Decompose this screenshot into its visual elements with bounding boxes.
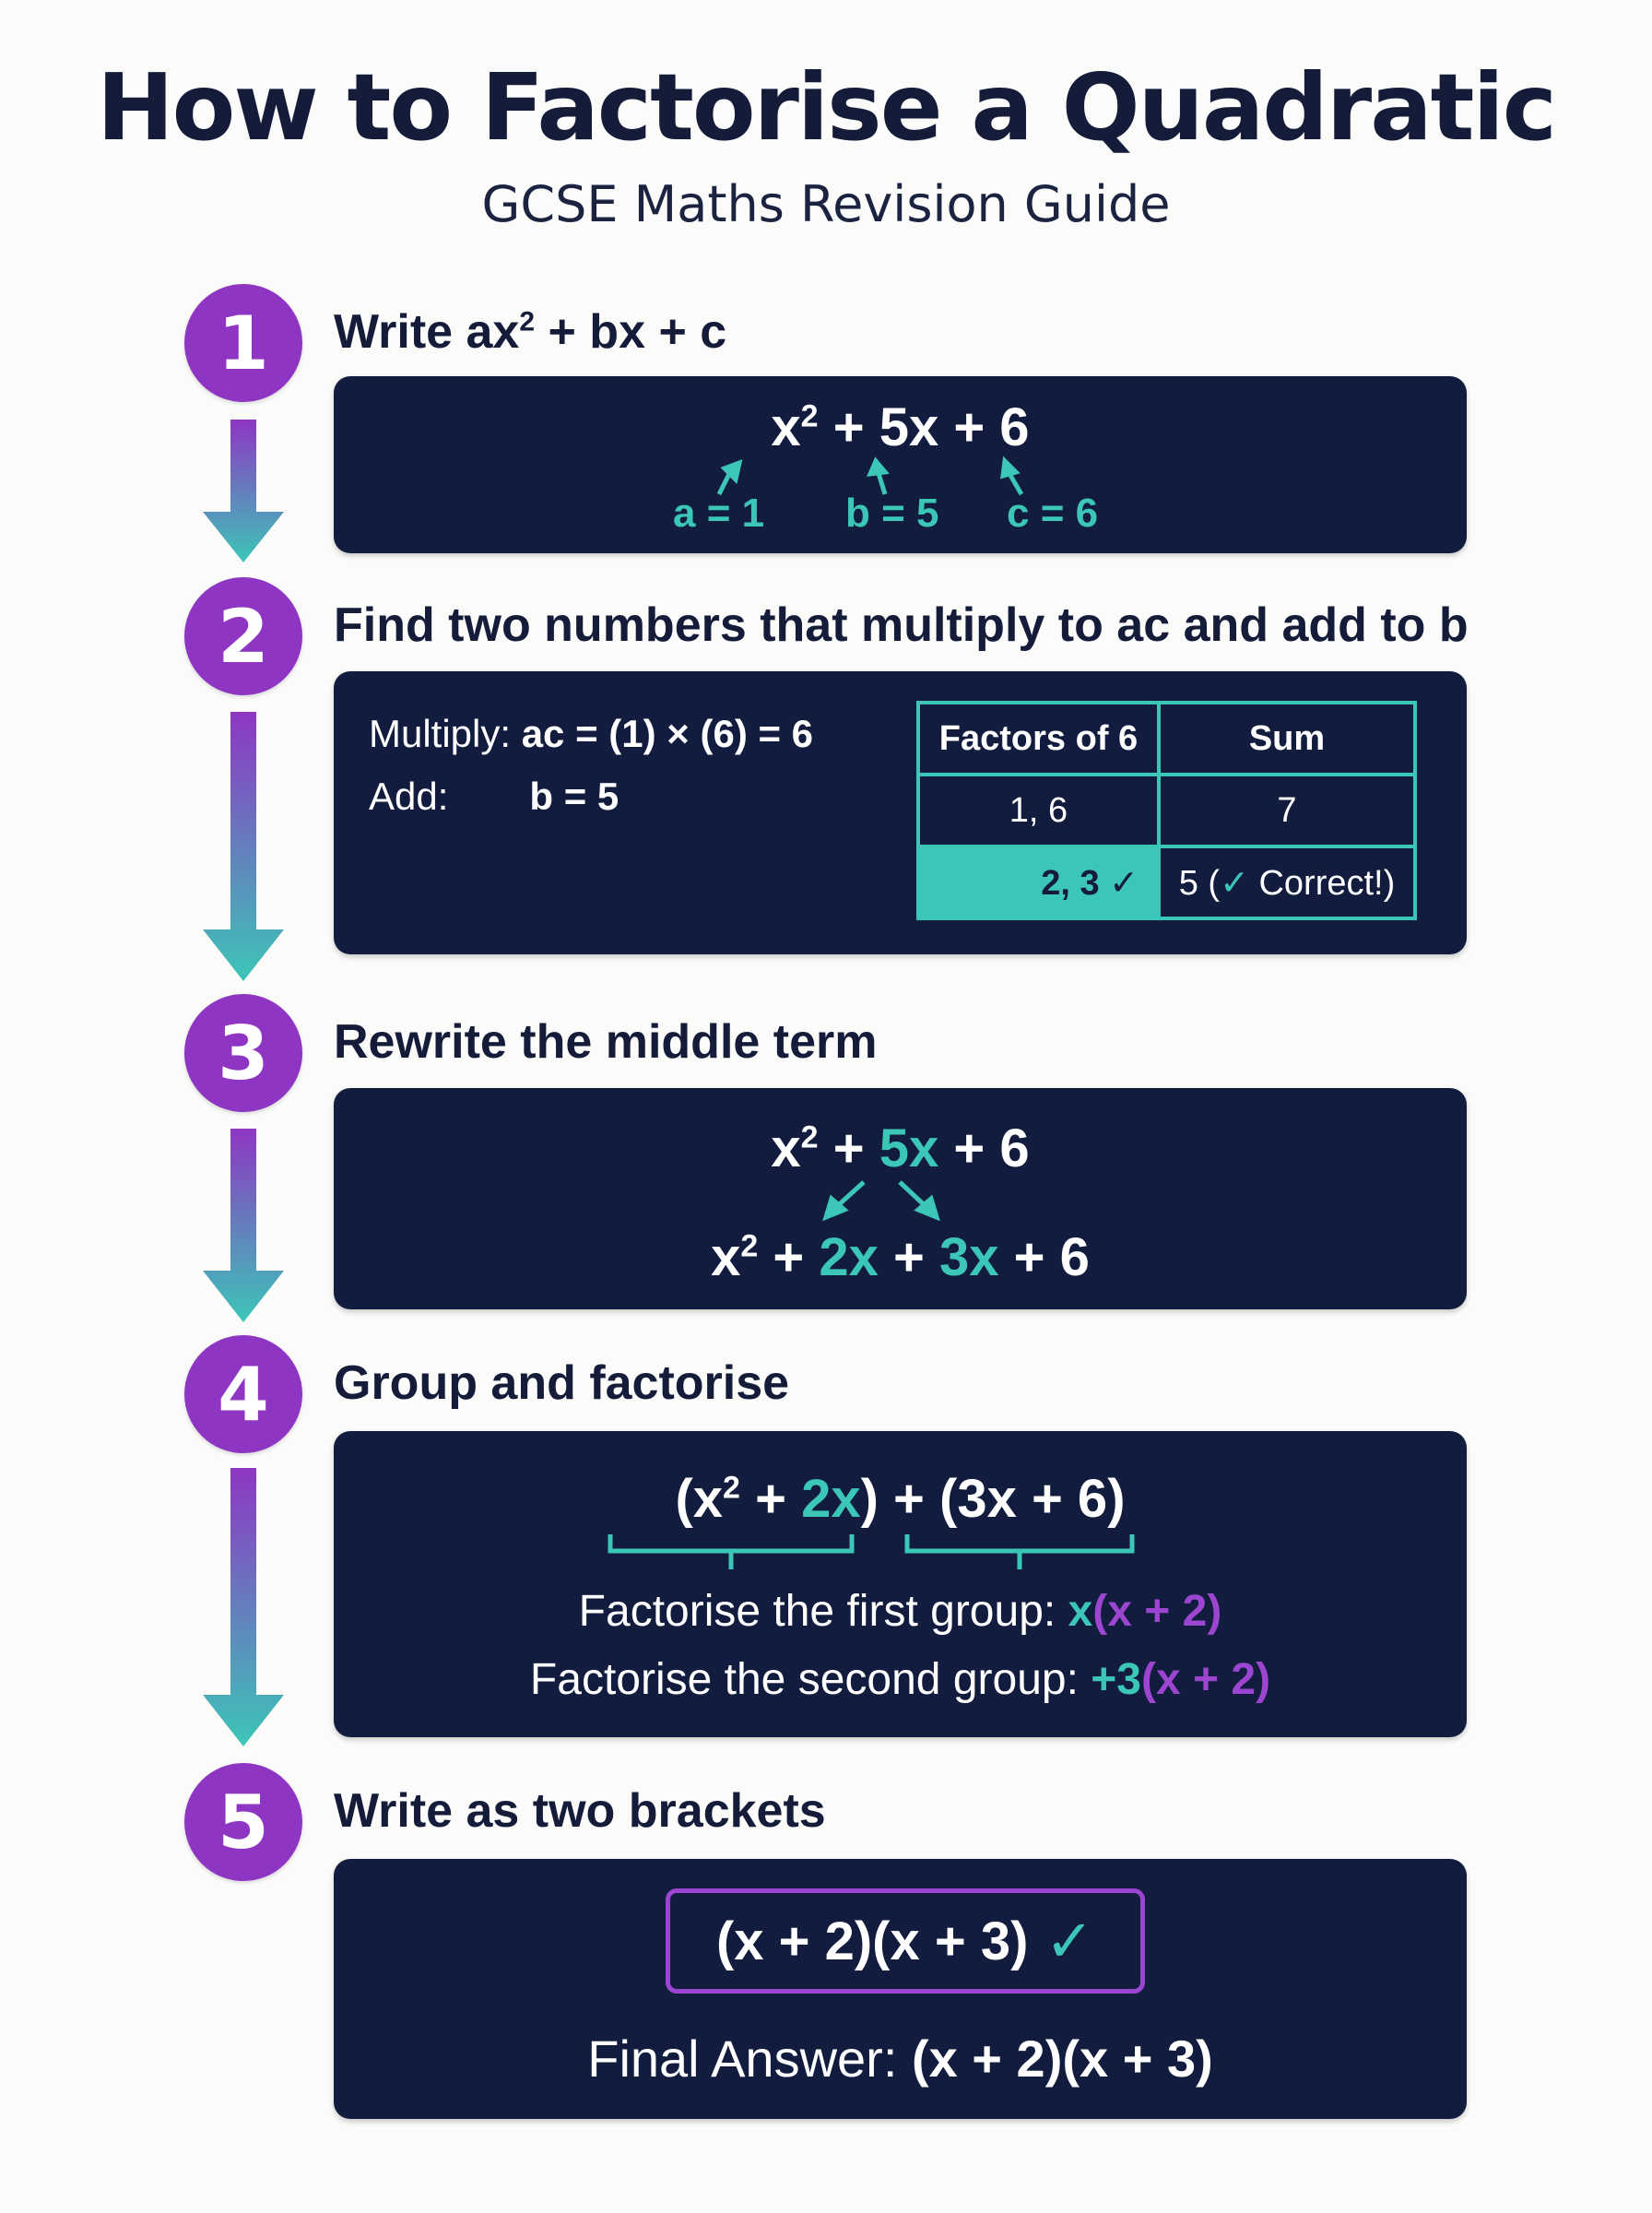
page-subtitle: GCSE Maths Revision Guide [481,175,1171,233]
down-arrow-icon [203,1468,284,1746]
factors-table [916,701,1417,920]
check-icon: ✓ [1220,863,1249,903]
step-5-heading: Write as two brackets [334,1784,826,1838]
step-1-heading: Write $ax^2$ + bx + c [334,305,727,359]
table-header-factors: Factors of 6 [918,703,1159,775]
step-3-heading: Rewrite the middle term [334,1015,878,1069]
check-icon: ✓ [1044,1907,1095,1974]
label-a: a = 1 [673,491,765,536]
step-1-card [334,376,1467,553]
grouped-expression: $(x^2 + 2x) + (3x + 6)$ [675,1469,1126,1529]
step-5-badge: 5 [184,1763,302,1881]
table-row: 1, 6 7 [918,775,1415,846]
first-group-factor: Factorise the first group: x(x + 2) [578,1587,1222,1636]
step-2-badge: 2 [184,577,302,695]
rewritten-expression: $x^2 + 2x + 3x + 6$ [711,1227,1090,1287]
step-4-heading: Group and factorise [334,1356,790,1410]
step-2-heading: Find two numbers that multiply to ac and add to b [334,598,1469,652]
step-4-card [334,1431,1467,1737]
table-header-sum: Sum [1159,703,1415,775]
second-group-factor: Factorise the second group: +3(x + 2) [529,1655,1271,1704]
page-title: How to Factorise a Quadratic [96,53,1556,161]
down-arrow-icon [203,712,284,981]
original-expression: $x^2 + 5x + 6$ [771,1118,1030,1178]
multiply-line: Multiply: ac = (1) × (6) = 6 [369,712,814,755]
label-b: b = 5 [845,491,939,536]
quadratic-expression: $x^2 + 5x + 6$ [771,397,1030,457]
final-answer: Final Answer: (x + 2)(x + 3) [587,2030,1213,2088]
down-arrow-icon [203,420,284,562]
table-row-correct: 2, 3 ✓ 5 (✓ Correct!) [918,846,1415,918]
step-1-badge: 1 [184,284,302,402]
label-c: c = 6 [1007,491,1099,536]
step-2-card [334,671,1467,954]
step-5-card [334,1859,1467,2119]
step-3-card [334,1088,1467,1309]
boxed-answer: (x + 2)(x + 3) ✓ [666,1888,1145,1994]
add-line: Add: b = 5 [369,775,620,818]
down-arrow-icon [203,1129,284,1322]
step-3-badge: 3 [184,994,302,1112]
step-4-badge: 4 [184,1335,302,1453]
